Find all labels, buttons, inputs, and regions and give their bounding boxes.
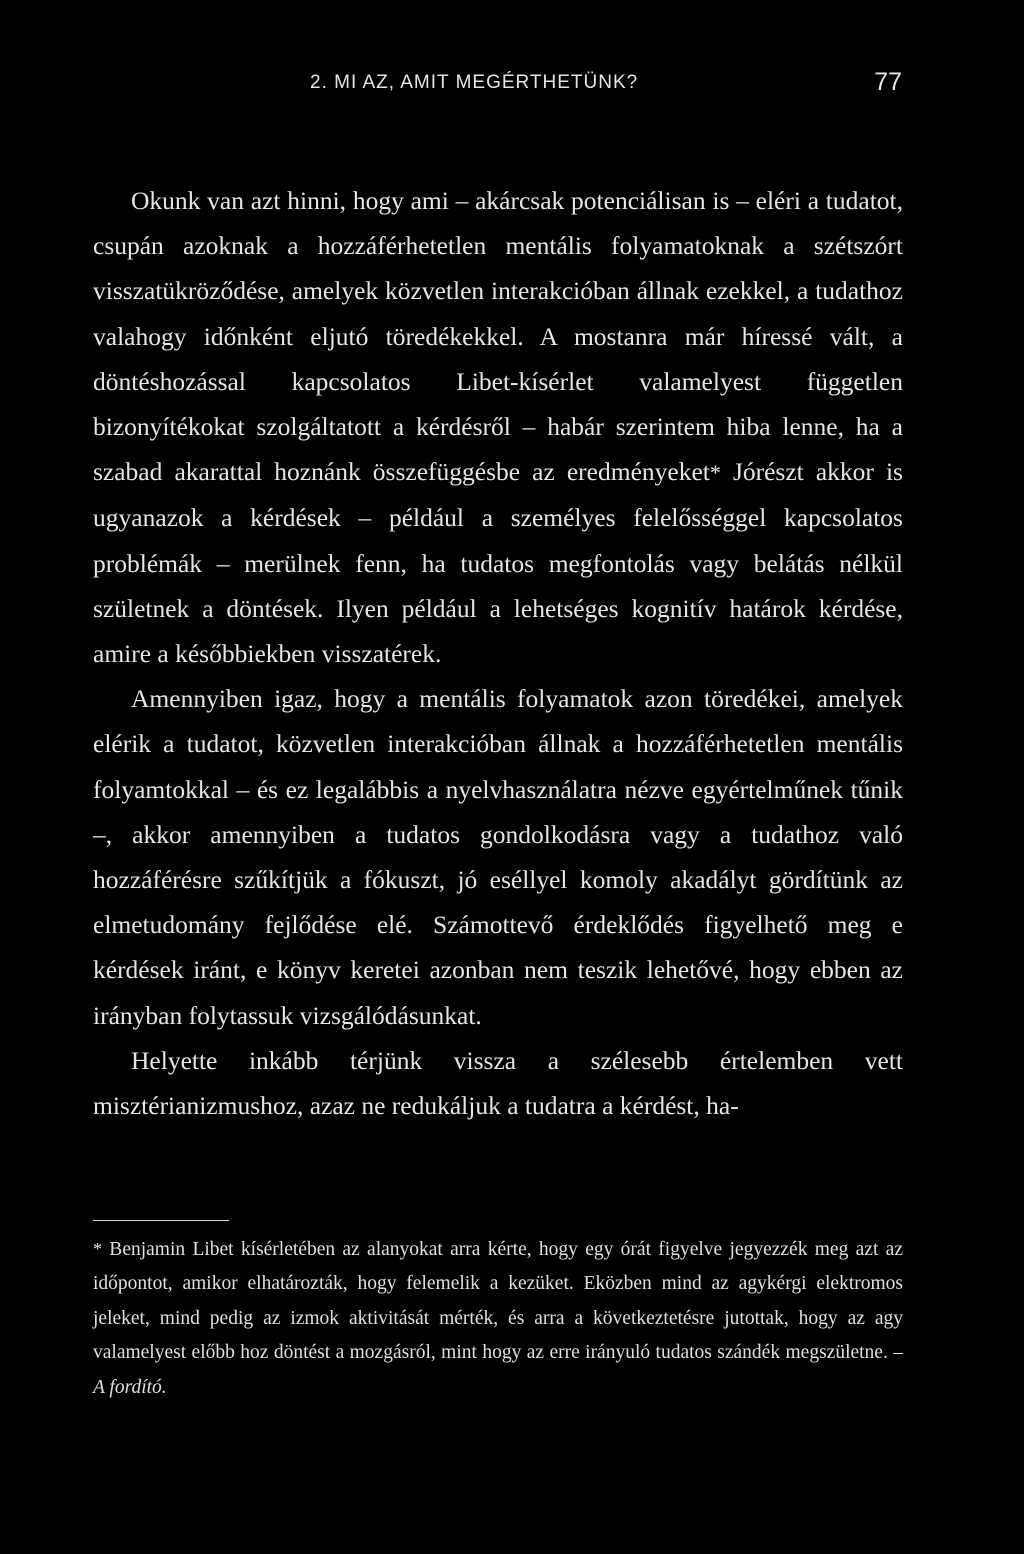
footnote-paragraph: [93, 1232, 903, 1405]
page-number: 77: [874, 68, 902, 96]
running-title: 2. MI AZ, AMIT MEGÉRTHETÜNK?: [310, 72, 639, 93]
body-text: [93, 178, 903, 1128]
running-head: [0, 68, 1024, 102]
paragraph-1: [93, 178, 903, 676]
footnote-attribution: A fordító.: [93, 1376, 167, 1398]
footnote-reference-marker: *: [709, 460, 721, 486]
footnote-text: Benjamin Libet kísérletében az alanyokat arra kérte, hogy egy órát figyelve jegyezzék meg azt az időpontot, amikor elhatározták, hogy felemelik a kezüket. Eközben mind az agykérgi elektromos jeleket, mind pedig az izmok aktivitását mérték, és arra a következtetésre jutottak, hogy az agy valamelyest előbb hoz döntést a mozgásról, mint hogy az erre irányuló tudatos szándék megszületne. –: [93, 1239, 903, 1364]
footnote: [93, 1232, 903, 1405]
footnote-divider: [93, 1220, 229, 1221]
paragraph-1-text-b: Jórészt akkor is ugyanazok a kérdések – például a személyes felelősséggel kapcsolatos problémák – merülnek fenn, ha tudatos megfontolás vagy belátás nélkül születnek a döntések. Ilyen például a lehetséges kognitív határok kérdése, amire a későbbiekben visszatérek.: [93, 457, 903, 669]
footnote-marker: *: [93, 1239, 102, 1259]
paragraph-3: Helyette inkább térjünk vissza a szélesebb értelemben vett misztérianizmushoz, azaz ne redukáljuk a tudatra a kérdést, ha-: [93, 1045, 903, 1121]
paragraph-1-text-a: Okunk van azt hinni, hogy ami – akárcsak potenciálisan is – eléri a tudatot, csupán azoknak a hozzáférhetetlen mentális folyamatoknak a szétszórt visszatükröződése, amelyek közvetlen interakcióban állnak ezekkel, a tudathoz valahogy időnként eljutó töredékekkel. A mostanra már híressé vált, a döntéshozással kapcsolatos Libet-kísérlet valamelyest független bizonyítékokat szolgáltatott a kérdésről – habár szerintem hiba lenne, ha a szabad akarattal hoznánk összefüggésbe az eredményeket: [93, 186, 903, 487]
paragraph-2: Amennyiben igaz, hogy a mentális folyamatok azon töredékei, amelyek elérik a tudatot, közvetlen interakcióban állnak a hozzáférhetetlen mentális folyamtokkal – és ez legalábbis a nyelvhasználatra nézve egyértelműnek tűnik –, akkor amennyiben a tudatos gondolkodásra vagy a tudathoz való hozzáférésre szűkítjük a fókuszt, jó eséllyel komoly akadályt gördítünk az elmetudomány fejlődése elé. Számottevő érdeklődés figyelhető meg e kérdések iránt, e könyv keretei azonban nem teszik lehetővé, hogy ebben az irányban folytassuk vizsgálódásunkat.: [93, 684, 903, 1030]
